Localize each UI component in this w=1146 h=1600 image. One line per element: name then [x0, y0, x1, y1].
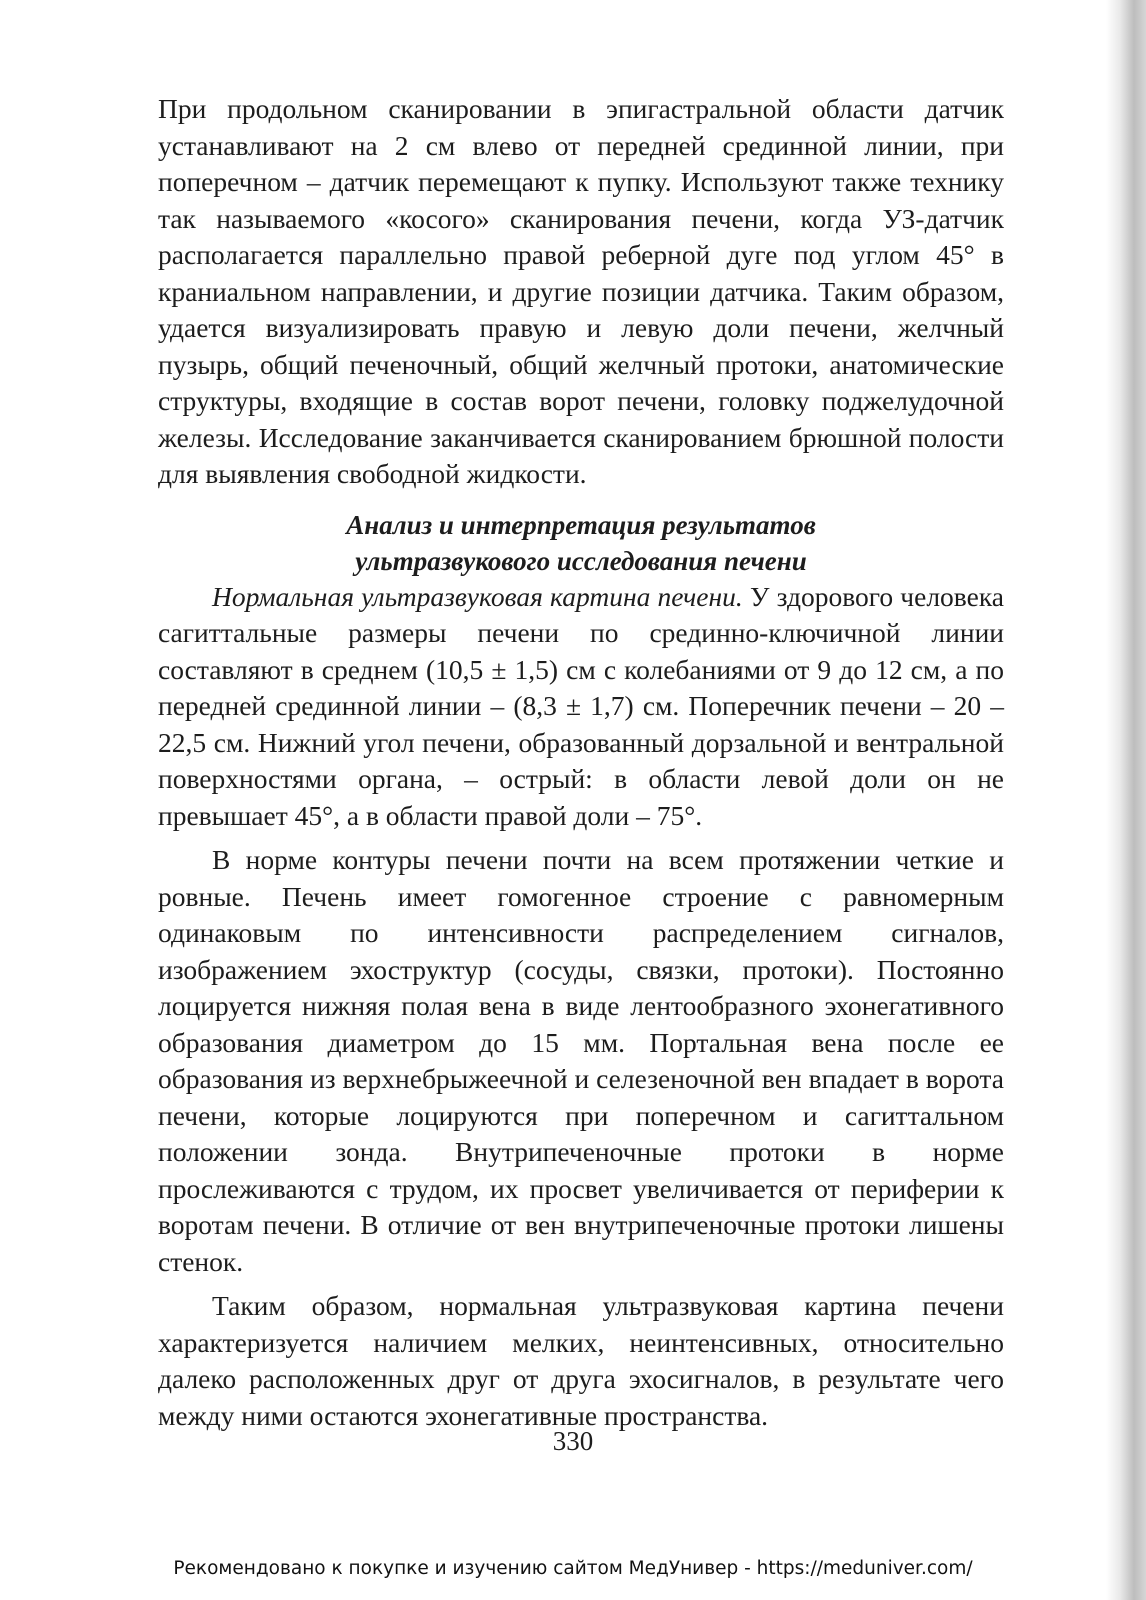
section-heading [158, 507, 1004, 579]
paragraph-lead-italic: Нормальная ультразвуковая картина печени. [212, 580, 743, 612]
page-body [158, 91, 1004, 1434]
section-heading-line-2: ультразвукового исследования печени [355, 545, 807, 576]
footer-recommendation: Рекомендовано к покупке и изучению сайтом МедУнивер - https://meduniver.com/ [173, 1558, 973, 1579]
paragraph-conclusion: Таким образом, нормальная ультразвуковая картина печени характеризуется наличием мелких, неинтенсивных, относительно далеко расположенных друг от друга эхосигналов, в результате чего между ними остаются эхонегативные пространства. [158, 1290, 1004, 1431]
paragraph-normal-picture [158, 579, 1004, 835]
paragraph-contours: В норме контуры печени почти на всем протяжении четкие и ровные. Печень имеет гомогенное строение с равномерным одинаковым по интенсивности распределением сигналов, изображением эхоструктур (сосуды, связки, протоки). Постоянно лоцируется нижняя полая вена в виде лентообразного эхонегативного образования диаметром до 15 мм. Портальная вена после ее образования из верхнебрыжеечной и селезеночной вен впадает в ворота печени, которые лоцируются при поперечном и сагиттальном положении зонда. Внутрипеченочные протоки в норме прослеживаются с трудом, их просвет увеличивается от периферии к воротам печени. В отличие от вен внутрипеченочные протоки лишены стенок. [158, 844, 1004, 1277]
section-heading-line-1: Анализ и интерпретация результатов [346, 509, 816, 540]
page-edge-shadow [1106, 0, 1146, 1600]
page-number: 330 [552, 1426, 594, 1456]
paragraph-normal-picture-body: У здорового человека сагиттальные размеры печени по срединно-ключичной линии составляют в среднем (10,5 ± 1,5) см с колебаниями от 9 до 12 см, а по передней срединной линии – (8,3 ± 1,7) см. Поперечник печени – 20 – 22,5 см. Нижний угол печени, образованный дорзальной и вентральной поверхностями органа, – острый: в области левой доли он не превышает 45°, а в области правой доли – 75°. [158, 580, 1004, 831]
paragraph-scanning-technique: При продольном сканировании в эпигастральной области датчик устанавливают на 2 см влево от передней срединной линии, при поперечном – датчик перемещают к пупку. Используют также технику так называемого «косого» сканирования печени, когда УЗ-датчик располагается параллельно правой реберной дуге под углом 45° в краниальном направлении, и другие позиции датчика. Таким образом, удается визуализировать правую и левую доли печени, желчный пузырь, общий печеночный, общий желчный протоки, анатомические структуры, входящие в состав ворот печени, головку поджелудочной железы. Исследование заканчивается сканированием брюшной полости для выявления свободной жидкости. [158, 93, 1004, 489]
